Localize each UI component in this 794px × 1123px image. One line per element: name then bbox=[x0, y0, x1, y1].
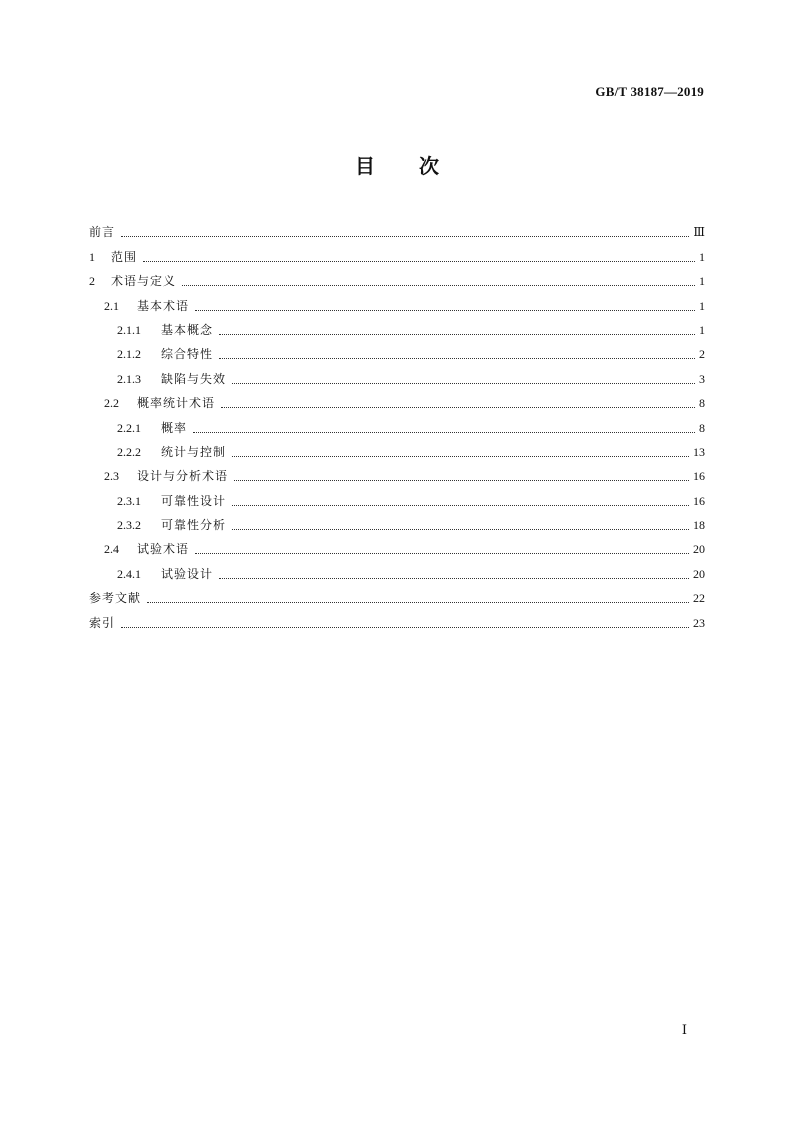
toc-entry-label: 基本概念 bbox=[161, 322, 214, 337]
toc-entry-2-3-2[interactable] bbox=[89, 509, 705, 533]
toc-entry-label: 可靠性分析 bbox=[161, 518, 227, 533]
toc-entry-number: 2.4.1 bbox=[117, 566, 141, 581]
toc-entry-label: 基本术语 bbox=[137, 298, 190, 313]
toc-entry-page: 1 bbox=[699, 322, 705, 337]
leader-dots bbox=[221, 397, 695, 408]
toc-entry-page: 1 bbox=[699, 298, 705, 313]
toc-entry-scope[interactable] bbox=[89, 240, 705, 264]
toc-entry-number: 2.4 bbox=[104, 542, 119, 557]
toc-entry-page: 13 bbox=[693, 444, 705, 459]
toc-entry-2-2[interactable] bbox=[89, 387, 705, 411]
leader-dots bbox=[219, 348, 695, 359]
toc-entry-page: 16 bbox=[693, 469, 705, 484]
leader-dots bbox=[193, 422, 695, 433]
leader-dots bbox=[232, 446, 689, 457]
toc-entry-number: 2.1.2 bbox=[117, 347, 141, 362]
toc-entry-label: 统计与控制 bbox=[161, 444, 227, 459]
leader-dots bbox=[143, 251, 695, 262]
toc-entry-2-2-1[interactable] bbox=[89, 411, 705, 435]
toc-entry-number: 2.2.2 bbox=[117, 444, 141, 459]
toc-entry-label: 前言 bbox=[89, 225, 116, 240]
leader-dots bbox=[121, 226, 689, 237]
page-number: Ⅰ bbox=[681, 1022, 687, 1037]
toc-entry-label: 试验术语 bbox=[137, 542, 190, 557]
toc-entry-page: 1 bbox=[699, 249, 705, 264]
toc-entry-preface[interactable] bbox=[89, 216, 705, 240]
toc-entry-number: 2.2 bbox=[104, 396, 119, 411]
toc-entry-number: 2.1 bbox=[104, 298, 119, 313]
leader-dots bbox=[195, 300, 695, 311]
toc-entry-page: 16 bbox=[693, 493, 705, 508]
toc-entry-page: 8 bbox=[699, 420, 705, 435]
toc-entry-2-3[interactable] bbox=[89, 460, 705, 484]
toc-entry-label: 参考文献 bbox=[89, 591, 142, 606]
toc-title bbox=[0, 150, 794, 179]
leader-dots bbox=[121, 617, 689, 628]
toc-entry-label: 概率 bbox=[161, 420, 188, 435]
leader-dots bbox=[232, 373, 695, 384]
toc-entry-page: 3 bbox=[699, 371, 705, 386]
table-of-contents bbox=[89, 216, 705, 631]
toc-entry-number: 2.3.1 bbox=[117, 493, 141, 508]
toc-entry-2-1-2[interactable] bbox=[89, 338, 705, 362]
toc-entry-2-2-2[interactable] bbox=[89, 436, 705, 460]
leader-dots bbox=[219, 568, 689, 579]
leader-dots bbox=[234, 470, 689, 481]
leader-dots bbox=[147, 592, 689, 603]
toc-entry-number: 2.3 bbox=[104, 469, 119, 484]
toc-entry-page: 20 bbox=[693, 542, 705, 557]
toc-entry-page: 1 bbox=[699, 274, 705, 289]
leader-dots bbox=[232, 519, 689, 530]
toc-entry-number: 2.1.1 bbox=[117, 322, 141, 337]
leader-dots bbox=[219, 324, 695, 335]
toc-entry-number: 2.2.1 bbox=[117, 420, 141, 435]
standard-code: GB/T 38187—2019 bbox=[595, 84, 704, 99]
toc-entry-2-1-1[interactable] bbox=[89, 314, 705, 338]
toc-entry-label: 试验设计 bbox=[161, 566, 214, 581]
leader-dots bbox=[182, 275, 695, 286]
toc-title-left: 目 bbox=[355, 154, 375, 178]
toc-entry-2-3-1[interactable] bbox=[89, 484, 705, 508]
toc-entry-label: 缺陷与失效 bbox=[161, 371, 227, 386]
toc-entry-label: 范围 bbox=[111, 249, 138, 264]
leader-dots bbox=[195, 543, 689, 554]
toc-entry-2-4[interactable] bbox=[89, 533, 705, 557]
toc-entry-label: 索引 bbox=[89, 615, 116, 630]
toc-entry-page: 23 bbox=[693, 615, 705, 630]
toc-entry-label: 设计与分析术语 bbox=[137, 469, 229, 484]
toc-entry-page: 2 bbox=[699, 347, 705, 362]
toc-title-right: 次 bbox=[419, 154, 439, 178]
toc-entry-page: 8 bbox=[699, 396, 705, 411]
toc-entry-2-4-1[interactable] bbox=[89, 557, 705, 581]
leader-dots bbox=[232, 495, 689, 506]
toc-entry-terms[interactable] bbox=[89, 265, 705, 289]
toc-entry-index[interactable] bbox=[89, 606, 705, 630]
toc-entry-label: 可靠性设计 bbox=[161, 493, 227, 508]
toc-entry-references[interactable] bbox=[89, 582, 705, 606]
toc-entry-label: 概率统计术语 bbox=[137, 396, 216, 411]
toc-entry-page: Ⅲ bbox=[693, 225, 705, 240]
toc-entry-page: 20 bbox=[693, 566, 705, 581]
toc-entry-number: 2 bbox=[89, 274, 95, 289]
toc-entry-2-1[interactable] bbox=[89, 289, 705, 313]
toc-entry-number: 2.3.2 bbox=[117, 518, 141, 533]
toc-entry-label: 综合特性 bbox=[161, 347, 214, 362]
toc-entry-number: 2.1.3 bbox=[117, 371, 141, 386]
toc-entry-page: 22 bbox=[693, 591, 705, 606]
toc-entry-label: 术语与定义 bbox=[111, 274, 177, 289]
toc-entry-page: 18 bbox=[693, 518, 705, 533]
toc-entry-number: 1 bbox=[89, 249, 95, 264]
toc-entry-2-1-3[interactable] bbox=[89, 362, 705, 386]
